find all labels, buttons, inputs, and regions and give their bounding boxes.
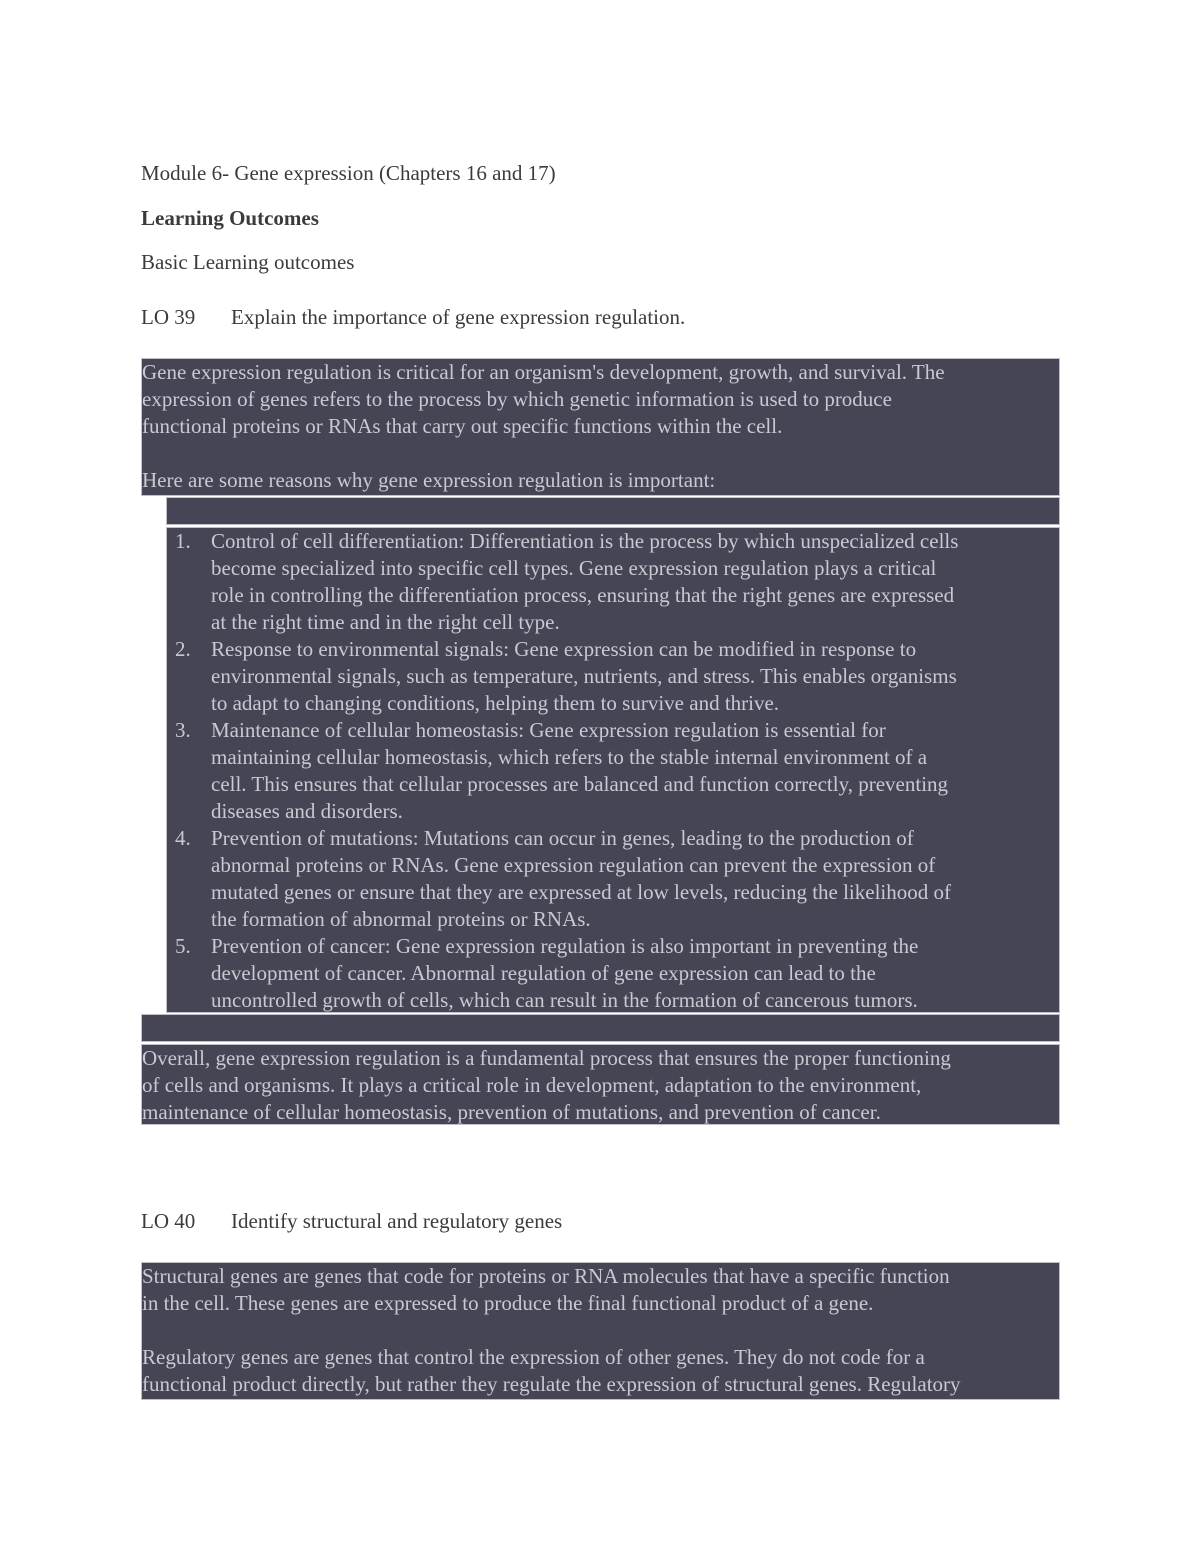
reason-line: maintaining cellular homeostasis, which refers to the stable internal environment of a	[211, 745, 928, 769]
reason-number: 3.	[175, 718, 191, 742]
reason-line: diseases and disorders.	[211, 799, 403, 823]
reason-line: development of cancer. Abnormal regulation of gene expression can lead to the	[211, 961, 876, 985]
reason-line: Control of cell differentiation: Differentiation is the process by which unspecialized cells	[211, 529, 959, 553]
reasons-list	[167, 528, 1059, 1014]
lo40-code: LO 40	[141, 1209, 196, 1233]
reason-item	[167, 825, 1059, 933]
lo39-intro-line: expression of genes refers to the process by which genetic information is used to produce	[142, 387, 892, 411]
lo39-conclusion-paragraph	[142, 1045, 1059, 1126]
reason-line: Prevention of mutations: Mutations can occur in genes, leading to the production of	[211, 826, 914, 850]
lo39-title: Explain the importance of gene expression regulation.	[231, 305, 686, 329]
lo39-heading	[141, 304, 685, 330]
list-bottom-strip	[141, 1014, 1060, 1042]
reason-number: 5.	[175, 934, 191, 958]
conclusion-line: Overall, gene expression regulation is a fundamental process that ensures the proper functioning	[142, 1046, 951, 1070]
reason-line: the formation of abnormal proteins or RNAs.	[211, 907, 591, 931]
lo39-reasons-lead: Here are some reasons why gene expression regulation is important:	[142, 468, 716, 492]
reason-line: cell. This ensures that cellular processes are balanced and function correctly, preventing	[211, 772, 949, 796]
reason-item	[167, 717, 1059, 825]
reason-item	[167, 933, 1059, 1014]
reason-line: environmental signals, such as temperature, nutrients, and stress. This enables organisms	[211, 664, 957, 688]
subheading: Basic Learning outcomes	[141, 250, 355, 274]
regulatory-line: Regulatory genes are genes that control the expression of other genes. They do not code for a	[142, 1345, 925, 1369]
lo39-code: LO 39	[141, 305, 196, 329]
lo39-conclusion-block	[141, 1044, 1060, 1125]
reason-line: Maintenance of cellular homeostasis: Gene expression regulation is essential for	[211, 718, 886, 742]
lo40-definitions-block	[141, 1262, 1060, 1400]
reason-line: Prevention of cancer: Gene expression regulation is also important in preventing the	[211, 934, 919, 958]
reason-line: role in controlling the differentiation process, ensuring that the right genes are expressed	[211, 583, 955, 607]
reason-item	[167, 636, 1059, 717]
lo39-intro-line: Gene expression regulation is critical for an organism's development, growth, and survival. The	[142, 360, 945, 384]
list-top-strip	[166, 497, 1060, 525]
lo40-heading	[141, 1208, 562, 1234]
structural-genes-paragraph	[142, 1263, 1059, 1317]
reason-number: 2.	[175, 637, 191, 661]
conclusion-line: maintenance of cellular homeostasis, prevention of mutations, and prevention of cancer.	[142, 1100, 881, 1124]
module-title: Module 6- Gene expression (Chapters 16 and 17)	[141, 161, 556, 185]
reason-number: 4.	[175, 826, 191, 850]
conclusion-line: of cells and organisms. It plays a critical role in development, adaptation to the environment,	[142, 1073, 922, 1097]
regulatory-line: functional product directly, but rather they regulate the expression of structural genes. Regulatory	[142, 1372, 961, 1396]
reason-number: 1.	[175, 529, 191, 553]
lo39-intro-line: functional proteins or RNAs that carry out specific functions within the cell.	[142, 414, 783, 438]
reason-item	[167, 528, 1059, 636]
reason-line: Response to environmental signals: Gene expression can be modified in response to	[211, 637, 917, 661]
reason-line: abnormal proteins or RNAs. Gene expression regulation can prevent the expression of	[211, 853, 936, 877]
reason-line: uncontrolled growth of cells, which can result in the formation of cancerous tumors.	[211, 988, 918, 1012]
section-heading: Learning Outcomes	[141, 206, 319, 230]
reason-line: at the right time and in the right cell type.	[211, 610, 560, 634]
lo39-intro-paragraph	[142, 359, 1059, 440]
reason-line: become specialized into specific cell types. Gene expression regulation plays a critical	[211, 556, 937, 580]
structural-line: in the cell. These genes are expressed to produce the final functional product of a gene.	[142, 1291, 874, 1315]
regulatory-genes-paragraph	[142, 1344, 1059, 1398]
lo39-reasons-block	[166, 527, 1060, 1013]
structural-line: Structural genes are genes that code for proteins or RNA molecules that have a specific function	[142, 1264, 950, 1288]
lo39-intro-block	[141, 358, 1060, 496]
reason-line: mutated genes or ensure that they are expressed at low levels, reducing the likelihood of	[211, 880, 952, 904]
lo40-title: Identify structural and regulatory genes	[231, 1209, 563, 1233]
reason-line: to adapt to changing conditions, helping them to survive and thrive.	[211, 691, 780, 715]
